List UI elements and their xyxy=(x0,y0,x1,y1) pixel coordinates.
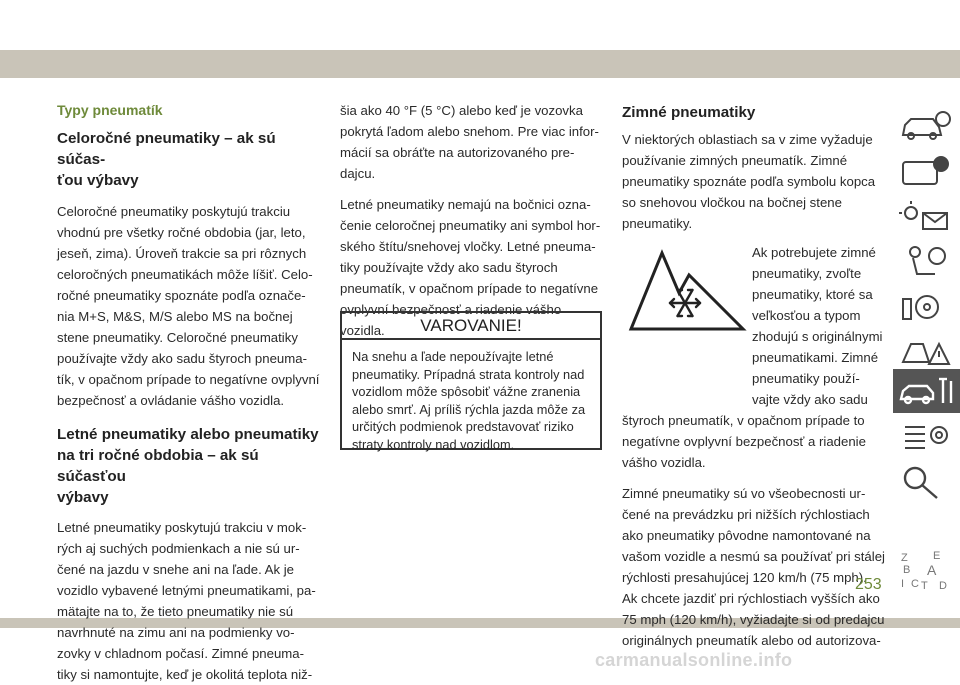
steering-icon xyxy=(893,285,960,329)
tab-emergency[interactable] xyxy=(893,330,960,374)
index-letter: A xyxy=(927,562,937,578)
text-line: straty kontroly nad vozidlom. xyxy=(352,436,515,452)
index-letter: C xyxy=(911,578,919,590)
text-line: pneumatiky, ktoré sa xyxy=(752,287,873,302)
text-line: pneumatiky spoznáte podľa symbolu kopca xyxy=(622,174,876,189)
text-line: nia M+S, M&S, M/S alebo MS na bočnej xyxy=(57,309,293,324)
text-line: Ak potrebujete zimné xyxy=(752,245,876,260)
index-letter: T xyxy=(921,580,928,592)
heading-line: Celoročné pneumatiky – ak sú súčas- xyxy=(57,130,276,168)
text-line: mácií sa obráťte na autorizovaného pre- xyxy=(340,145,575,160)
emergency-icon xyxy=(893,330,960,374)
text-line: vozidla. xyxy=(340,323,385,338)
warning-box xyxy=(340,311,602,450)
text-line: dajcu. xyxy=(340,166,376,181)
heading-line: na tri ročné obdobia – ak sú súčasťou xyxy=(57,447,259,485)
index-letter: D xyxy=(939,580,947,592)
index-letter: Z xyxy=(901,552,908,564)
text-line: pokrytá ľadom alebo snehom. Pre viac infor- xyxy=(340,124,599,139)
text-line: pneumatiky, zvoľte xyxy=(752,266,862,281)
index-letter: E xyxy=(933,550,941,562)
tab-warning-lights[interactable] xyxy=(893,150,960,194)
text-line: čené na jazdu v snehe ani na ľade. Ak je xyxy=(57,562,294,577)
text-line: štyroch pneumatík, v opačnom prípade to xyxy=(622,413,865,428)
controls-icon xyxy=(893,195,960,239)
text-line: Na snehu a ľade nepoužívajte letné xyxy=(352,349,554,364)
text-line: Celoročné pneumatiky poskytujú trakciu xyxy=(57,204,291,219)
mountain-snowflake-icon xyxy=(627,223,747,333)
text-line: vhodnú pre všetky ročné obdobia (jar, leto, xyxy=(57,225,306,240)
text-line: tík, v opačnom prípade to negatívne ovplyvní xyxy=(57,372,320,387)
text-line: vozidlo vybavené letnými pneumatikami, pa- xyxy=(57,583,316,598)
index-letter: I xyxy=(901,578,905,590)
text-line: zhodujú s originálnymi xyxy=(752,329,883,344)
text-line: Zimné pneumatiky sú vo všeobecnosti ur- xyxy=(622,486,866,501)
column-1 xyxy=(57,128,322,685)
text-line: pneumatikami. Zimné xyxy=(752,350,879,365)
column-2 xyxy=(340,100,604,341)
text-line: negatívne ovplyvní bezpečnosť a riadenie xyxy=(622,434,866,449)
text-line: používajte vždy ako sadu štyroch pneuma- xyxy=(57,351,307,366)
heading-line: výbavy xyxy=(57,489,109,506)
text-line: ského štítu/snehovej vločky. Letné pneuma- xyxy=(340,239,596,254)
tab-steering[interactable] xyxy=(893,285,960,329)
text-line: čené na prevádzku pri nižších rýchlostiach xyxy=(622,507,870,522)
paragraph-winter-side xyxy=(752,242,888,410)
seat-airbag-icon xyxy=(893,240,960,284)
text-line: pneumatiky použí- xyxy=(752,371,860,386)
text-line: Letné pneumatiky poskytujú trakciu v mok- xyxy=(57,520,307,535)
text-line: V niektorých oblastiach sa v zime vyžaduje xyxy=(622,132,873,147)
text-line: pneumatík, v opačnom prípade to negatívne xyxy=(340,281,599,296)
text-line: originálnych pneumatík alebo od autorizova- xyxy=(622,633,881,648)
text-line: používanie zimných pneumatík. Zimné xyxy=(622,153,848,168)
text-line: celoročných pneumatikách môže líšiť. Celo- xyxy=(57,267,313,282)
tab-controls[interactable] xyxy=(893,195,960,239)
tab-service-tools[interactable] xyxy=(893,369,960,413)
text-line: Letné pneumatiky nemajú na bočnici ozna- xyxy=(340,197,591,212)
warning-body xyxy=(342,340,600,453)
text-line: stene pneumatiky. Celoročné pneumatiky xyxy=(57,330,298,345)
text-line: mätajte na to, že tieto pneumatiky nie sú xyxy=(57,604,294,619)
text-line: zovky v chladnom počasí. Zimné pneuma- xyxy=(57,646,305,661)
text-line: Ak chcete jazdiť pri rýchlostiach vyšších ako xyxy=(622,591,880,606)
heading-line: ťou výbavy xyxy=(57,172,139,189)
text-line: šia ako 40 °F (5 °C) alebo keď je vozovka xyxy=(340,103,583,118)
alphabet-index-icon xyxy=(893,505,960,593)
warning-lights-icon xyxy=(893,150,960,194)
text-line: ako pneumatiky pôvodne namontované na xyxy=(622,528,871,543)
text-line: vašom vozidle a nesmú sa používať pri stálej xyxy=(622,549,885,564)
text-line: alebo smrť. Aj príliš rýchla jazda môže za xyxy=(352,401,586,417)
car-info-icon xyxy=(893,105,960,149)
search-icon xyxy=(893,460,960,504)
text-line: čenie celoročnej pneumatiky ani symbol hor- xyxy=(340,218,601,233)
paragraph-summer xyxy=(57,517,322,685)
text-line: so snehovou vločkou na bočnej stene xyxy=(622,195,842,210)
text-line: tiky používajte vždy ako sadu štyroch xyxy=(340,260,558,275)
paragraph-winter-intro xyxy=(622,129,888,234)
text-line: pneumatiky. xyxy=(622,216,693,231)
tab-search[interactable] xyxy=(893,460,960,504)
text-line: veľkosťou a typom xyxy=(752,308,861,323)
text-line: navrhnuté na zimu ani na podmienky vo- xyxy=(57,625,295,640)
text-line: tiky si namontujte, keď je okolitá teplota niž- xyxy=(57,667,313,682)
tab-settings-list[interactable] xyxy=(893,415,960,459)
paragraph-winter-rest xyxy=(622,410,888,473)
settings-list-icon xyxy=(893,415,960,459)
tab-alphabet-index[interactable] xyxy=(893,505,960,593)
text-line: ročné pneumatiky spoznáte podľa označe- xyxy=(57,288,306,303)
index-letter: B xyxy=(903,564,911,576)
text-line: vajte vždy ako sadu xyxy=(752,392,868,407)
top-band xyxy=(0,50,960,78)
column-3 xyxy=(622,102,888,651)
paragraph-summer-cont xyxy=(340,100,604,184)
text-line: rýchlosti presahujúcej 120 km/h (75 mph). xyxy=(622,570,867,585)
heading-line: Letné pneumatiky alebo pneumatiky xyxy=(57,426,319,443)
service-tools-icon xyxy=(893,369,960,413)
text-line: jeseň, zima). Úroveň trakcie sa pri rôznych xyxy=(57,246,307,261)
page-number: 253 xyxy=(855,576,882,593)
text-line: vozidlom môže spôsobiť vážne zranenia xyxy=(352,384,581,399)
heading-winter: Zimné pneumatiky xyxy=(622,104,756,121)
section-title: Typy pneumatík xyxy=(57,102,163,118)
text-line: 75 mph (120 km/h), vyžiadajte si od predajcu xyxy=(622,612,885,627)
text-line: ovplyvní bezpečnosť a riadenie vášho xyxy=(340,302,562,317)
paragraph-all-season xyxy=(57,201,322,411)
paragraph-winter-speed xyxy=(622,483,888,651)
tab-car-info[interactable] xyxy=(893,105,960,149)
text-line: vášho vozidla. xyxy=(622,455,706,470)
text-line: určitých podmienok predstavovať riziko xyxy=(352,419,574,434)
tab-seat-airbag[interactable] xyxy=(893,240,960,284)
text-line: pneumatiky. Prípadná strata kontroly nad xyxy=(352,366,585,382)
heading-all-season xyxy=(57,128,322,191)
warning-title: VAROVANIE! xyxy=(342,313,600,340)
text-line: bezpečnosť a ovládanie vášho vozidla. xyxy=(57,393,285,408)
text-line: rých aj suchých podmienkach a nie sú ur- xyxy=(57,541,300,556)
watermark: carmanualsonline.info xyxy=(595,650,793,670)
heading-summer xyxy=(57,424,322,508)
